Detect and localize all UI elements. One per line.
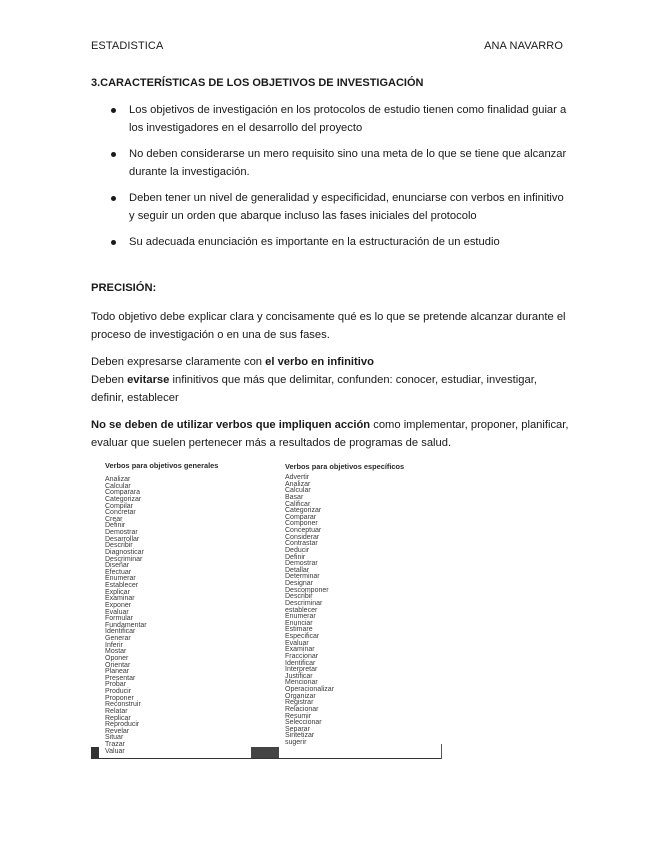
verb-item: Diagnosticar — [105, 548, 144, 556]
verb-item: Estimare — [285, 626, 313, 634]
general-verbs-list — [105, 477, 218, 755]
infinitive-emphasis: el verbo en infinitivo — [265, 356, 374, 368]
verb-item: Mencionar — [285, 679, 318, 687]
verb-item: Interpretar — [285, 666, 318, 674]
verb-item: Examinar — [285, 646, 315, 654]
verb-item: Operacionalizar — [285, 686, 335, 693]
verb-item: Categorizar — [105, 495, 142, 503]
verb-item: Inferir — [105, 641, 123, 649]
verb-item: sugerir — [285, 739, 307, 746]
verb-item: Analizar — [285, 480, 311, 488]
verb-item: Basar — [285, 493, 304, 501]
avoid-emphasis: evitarse — [127, 374, 170, 386]
verb-item: Fraccionar — [285, 652, 319, 660]
header-author: ANA NAVARRO — [484, 40, 563, 52]
specific-verbs-title: Verbos para objetivos específicos — [285, 462, 405, 471]
verb-item: Determinar — [285, 573, 320, 581]
verb-item: Revelar — [105, 727, 130, 735]
verb-item: Descriminar — [105, 555, 143, 563]
list-item — [91, 233, 571, 251]
verb-item: Descomponer — [285, 586, 329, 594]
verb-item: Replicar — [105, 714, 131, 722]
verb-item: Explicar — [105, 588, 130, 596]
list-item-text: Su adecuada enunciación es importante en la estructuración de un estudio — [129, 236, 500, 248]
verb-item: Evaluar — [105, 608, 129, 616]
verb-item: Descriminar — [285, 599, 323, 607]
infinitive-text: Deben expresarse claramente con — [91, 356, 266, 368]
verb-item: Enumerar — [285, 613, 316, 621]
verb-item: Sintetizar — [285, 732, 315, 740]
bullet-icon — [111, 196, 116, 201]
verb-item: Desarrollar — [105, 535, 140, 543]
verb-item: Enumerar — [105, 575, 136, 583]
avoid-text-start: Deben — [91, 374, 128, 386]
bullet-icon — [111, 152, 116, 157]
verb-item: Analizar — [105, 476, 131, 483]
verb-item: Mostar — [105, 648, 127, 656]
list-item — [91, 145, 571, 181]
verb-item: Calcular — [105, 482, 131, 490]
general-verbs-title: Verbos para objetivos generales — [105, 461, 219, 470]
verb-item: Registrar — [285, 699, 314, 707]
action-verbs-paragraph — [91, 416, 571, 452]
verb-item: Comparar — [285, 513, 317, 521]
verb-item: Seleccionar — [285, 719, 322, 727]
verb-item: Deducir — [285, 546, 310, 554]
verb-item: Identificar — [285, 659, 316, 667]
verb-item: Describir — [105, 542, 133, 550]
header-subject: ESTADISTICA — [91, 40, 164, 52]
verb-item: Exponer — [105, 601, 132, 609]
figure-right-edge — [441, 744, 442, 759]
verb-item: Advertir — [285, 474, 310, 481]
verb-item: Concretar — [105, 509, 136, 517]
verb-item: Orientar — [105, 661, 131, 669]
verb-item: Diseñar — [105, 562, 130, 570]
verb-item: Crear — [105, 515, 123, 523]
verb-item: Efectuar — [105, 568, 132, 576]
list-item-text: Los objetivos de investigación en los protocolos de estudio tienen como finalidad guiar a los investigadores en el desarrollo del proyecto — [129, 104, 567, 134]
verb-item: Identificar — [105, 628, 136, 636]
verb-item: Definir — [105, 522, 126, 530]
verb-item: Describir — [285, 593, 313, 601]
verb-item: Generar — [105, 635, 131, 642]
verb-item: Presentar — [105, 674, 136, 682]
list-item-text: No deben considerarse un mero requisito sino una meta de lo que se tiene que alcanzar durante la investigación. — [129, 148, 567, 178]
avoid-text-end: infinitivos que más que delimitar, confunden: conocer, estudiar, investigar, definir, establecer — [91, 374, 537, 404]
verb-item: Contrastar — [285, 540, 318, 548]
specific-verbs-list — [285, 475, 404, 747]
verb-item: Situar — [105, 734, 124, 742]
verb-item: Resumir — [285, 712, 312, 720]
precision-paragraph: Todo objetivo debe explicar clara y concisamente qué es lo que se pretende alcanzar durante el proceso de investigación o en una de sus fases. — [91, 311, 566, 341]
verb-item: Componer — [285, 520, 318, 528]
verb-item: Oponer — [105, 654, 129, 662]
verb-item: establecer — [285, 606, 318, 614]
verb-item: Justificar — [285, 672, 313, 680]
precision-title: PRECISIÓN: — [91, 282, 157, 294]
verb-item: Proponer — [105, 694, 134, 702]
verb-item: Categorizar — [285, 507, 322, 515]
list-item-text: Deben tener un nivel de generalidad y especificidad, enunciarse con verbos en infinitivo y seguir un orden que abarque incluso las fases iniciales del protocolo — [129, 192, 564, 222]
verb-item: Fundamentar — [105, 621, 147, 629]
verb-item: Demostrar — [105, 529, 138, 536]
verb-item: Conceptuar — [285, 527, 322, 534]
verb-item: Considerar — [285, 533, 320, 541]
verb-item: Trazar — [105, 741, 125, 748]
verb-item: Compilar — [105, 502, 134, 510]
verbs-table-image — [91, 458, 443, 760]
verb-item: Definir — [285, 553, 306, 561]
verb-item: Examinar — [105, 595, 135, 603]
verb-item: Detallar — [285, 566, 310, 574]
verb-item: Relacionar — [285, 705, 319, 713]
verb-item: Especificar — [285, 633, 320, 640]
specific-verbs-column — [285, 458, 404, 747]
verb-item: Comparara — [105, 489, 141, 497]
action-verbs-text: como implementar, proponer, planificar, evaluar que suelen pertenecer más a resultados de programas de salud. — [91, 419, 569, 449]
verb-item: Relatar — [105, 707, 128, 715]
verb-item: Formular — [105, 615, 134, 623]
verb-item: Establecer — [105, 582, 139, 589]
bullet-icon — [111, 240, 116, 245]
verb-item: Valuar — [105, 747, 125, 755]
verb-item: Producir — [105, 688, 132, 695]
verb-item: Designar — [285, 580, 314, 587]
general-verbs-column — [105, 458, 218, 755]
list-item — [91, 101, 571, 137]
verb-item: Calcular — [285, 487, 311, 495]
figure-bottom-rule — [91, 758, 442, 759]
action-verbs-emphasis: No se deben de utilizar verbos que impliquen acción — [91, 419, 371, 431]
verb-item: Demostrar — [285, 560, 318, 568]
verb-item: Organizar — [285, 692, 316, 700]
list-item — [91, 189, 571, 225]
verb-item: Planear — [105, 668, 130, 676]
infinitive-paragraph — [91, 353, 571, 407]
verb-item: Reproducir — [105, 721, 140, 729]
verb-item: Evaluar — [285, 639, 309, 647]
verb-item: Reconstruir — [105, 701, 141, 709]
verb-item: Enunciar — [285, 619, 313, 627]
verb-item: Separar — [285, 725, 310, 733]
section-heading: 3.CARACTERÍSTICAS DE LOS OBJETIVOS DE INVESTIGACIÓN — [91, 77, 424, 89]
verb-item: Probar — [105, 681, 127, 689]
bullet-icon — [111, 108, 116, 113]
characteristics-list — [91, 101, 571, 259]
verb-item: Calificar — [285, 500, 311, 508]
